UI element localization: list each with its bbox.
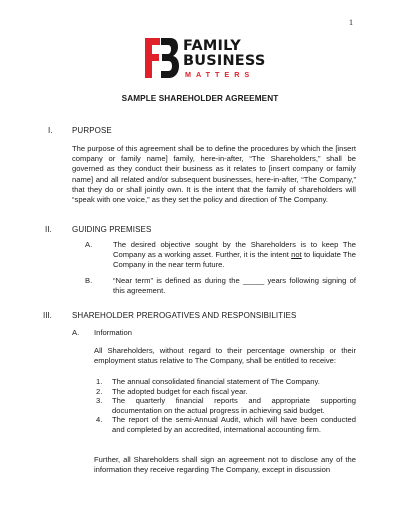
logo-wordmark <box>183 39 266 78</box>
guiding-item-a-label: A. <box>85 240 93 249</box>
guiding-item-b-label: B. <box>85 276 93 285</box>
logo-word-matters: MATTERS <box>185 70 255 79</box>
document-title: SAMPLE SHAREHOLDER AGREEMENT <box>121 94 279 103</box>
section-number-guiding: II. <box>45 225 52 234</box>
fb-logo-mark-icon <box>145 38 179 78</box>
logo-word-business: BUSINESS <box>183 53 266 69</box>
list-item-number: 4. <box>96 415 103 425</box>
list-item-text: The quarterly financial reports and appropriate supporting documentation on the actual progress in achieving said budget. <box>112 396 356 415</box>
purpose-paragraph: The purpose of this agreement shall be to define the procedures by which the [insert company or family name] family, here-in-after, “The Shareholders,” shall be governed as they conduct their business as it relates to [insert company or family name] and all related and/or subsequent businesses, here-in-after, “The Company,” that they do or shall jointly own. It is the intent that the family of shareholders will “speak with one voice,” as they set the policy and direction of The Company. <box>72 144 356 205</box>
list-item <box>94 377 356 387</box>
guiding-item-a-text <box>113 240 356 271</box>
information-list <box>94 377 356 435</box>
section-number-prerogatives: III. <box>43 311 52 320</box>
section-heading-prerogatives: SHAREHOLDER PREROGATIVES AND RESPONSIBILITIES <box>72 311 297 320</box>
prerogatives-subsection-a-heading: Information <box>94 328 132 337</box>
section-heading-guiding: GUIDING PREMISES <box>72 225 152 234</box>
page-number: 1 <box>349 18 353 27</box>
section-number-purpose: I. <box>48 126 53 135</box>
list-item-text: The annual consolidated financial statement of The Company. <box>112 377 320 386</box>
list-item-number: 1. <box>96 377 103 386</box>
guiding-item-b-text: “Near term” is defined as during the _____ years following signing of this agreement. <box>113 276 356 296</box>
logo-word-family: FAMILY <box>183 38 241 54</box>
list-item-text: The adopted budget for each fiscal year. <box>112 386 248 396</box>
section-heading-purpose: PURPOSE <box>72 126 112 135</box>
family-business-matters-logo <box>145 38 275 82</box>
list-item-text: The report of the semi-Annual Audit, which will have been conducted and completed by an accredited, international accounting firm. <box>112 415 356 434</box>
guiding-a-text-part1: The desired objective sought by the Shareholders is to keep The Company as a working asset. Further, it is the intent <box>113 240 356 260</box>
guiding-a-text-part2: to liquidate The Company in the near term future. <box>113 250 356 270</box>
nondisclosure-paragraph: Further, all Shareholders shall sign an agreement not to disclose any of the information they receive regarding The Company, except in discussion <box>94 455 356 475</box>
list-item-number: 3. <box>96 396 103 406</box>
information-paragraph: All Shareholders, without regard to their percentage ownership or their employment status relative to The Company, shall be entitled to receive: <box>94 346 356 366</box>
list-item <box>94 415 356 434</box>
prerogatives-subsection-a-label: A. <box>72 328 80 337</box>
guiding-a-text-not: not <box>291 250 302 260</box>
list-item <box>94 387 356 397</box>
list-item-number: 2. <box>96 386 103 396</box>
list-item <box>94 396 356 415</box>
